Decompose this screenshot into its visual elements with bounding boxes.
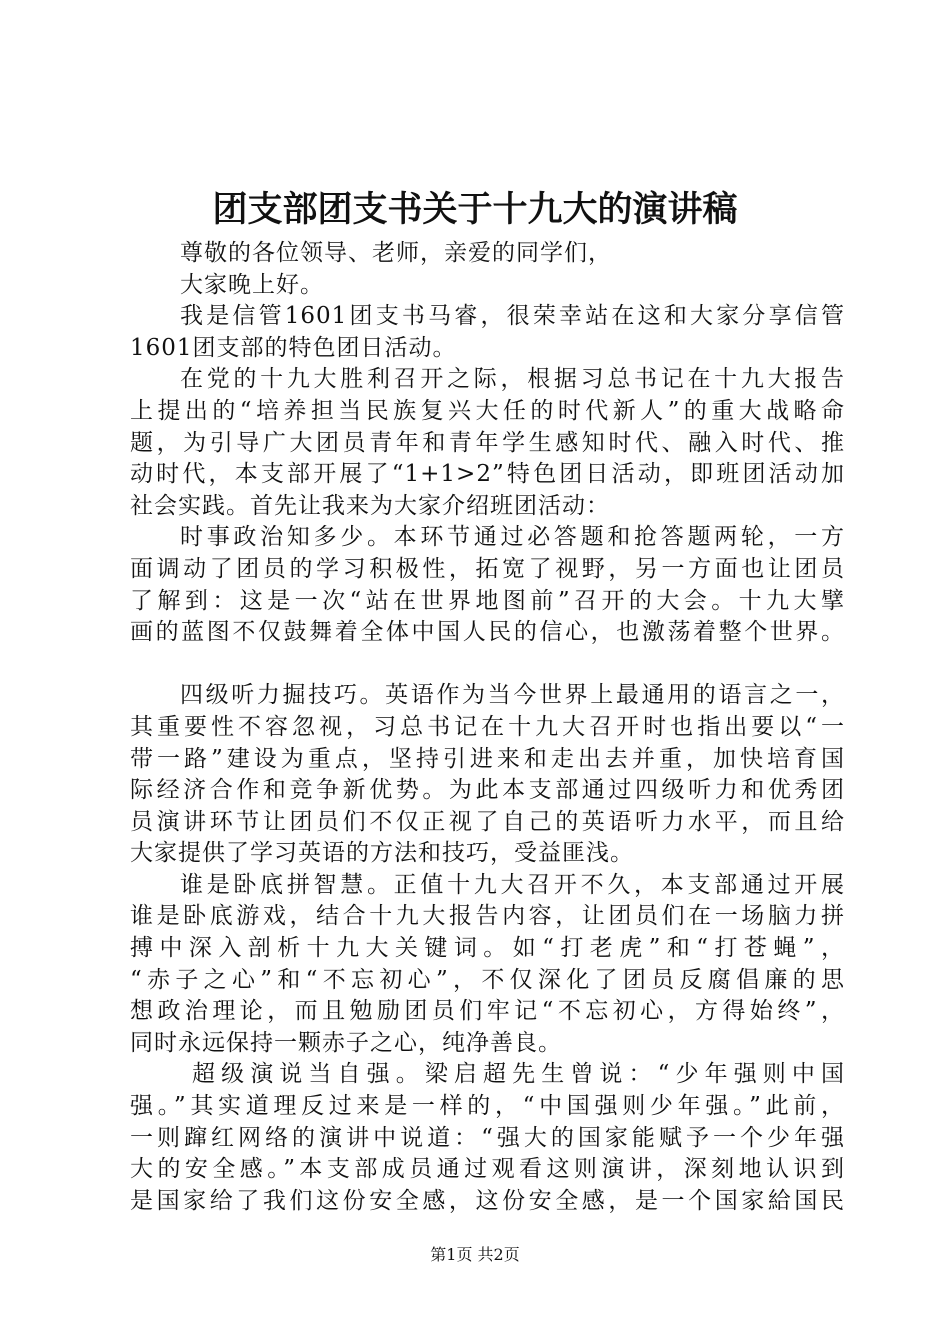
- text-line: 我是信管1601团支书马睿，很荣幸站在这和大家分享信管: [180, 303, 845, 330]
- text-line: 大家提供了学习英语的方法和技巧，受益匪浅。: [130, 840, 634, 867]
- text-line: 时事政治知多少。本环节通过必答题和抢答题两轮，一方: [180, 524, 845, 551]
- text-line: 谁是卧底游戏，结合十九大报告内容，让团员们在一场脑力拼: [130, 903, 845, 930]
- text-line: 面调动了团员的学习积极性，拓宽了视野，另一方面也让团员: [130, 555, 845, 582]
- text-line: 想政治理论，而且勉励团员们牢记“不忘初心，方得始终”，: [130, 998, 845, 1025]
- text-line: 一则蹿红网络的演讲中说道：“强大的国家能赋予一个少年强: [130, 1124, 845, 1151]
- text-line: 了解到：这是一次“站在世界地图前”召开的大会。十九大擘: [130, 587, 845, 614]
- text-line: 员演讲环节让团员们不仅正视了自己的英语听力水平，而且给: [130, 808, 845, 835]
- text-line: 大的安全感。”本支部成员通过观看这则演讲，深刻地认识到: [130, 1156, 845, 1183]
- text-line: 际经济合作和竞争新优势。为此本支部通过四级听力和优秀团: [130, 777, 845, 804]
- page-footer: 第1页 共2页: [430, 1245, 520, 1264]
- text-line: “赤子之心”和“不忘初心”，不仅深化了团员反腐倡廉的思: [130, 966, 845, 993]
- text-line: 题，为引导广大团员青年和青年学生感知时代、融入时代、推: [130, 429, 845, 456]
- text-line: 是国家给了我们这份安全感，这份安全感，是一个国家給国民: [130, 1187, 845, 1214]
- text-line: 超级演说当自强。梁启超先生曾说：“少年强则中国: [192, 1061, 845, 1088]
- text-line: 尊敬的各位领导、老师，亲爱的同学们，: [180, 240, 612, 266]
- text-line: 大家晚上好。: [180, 271, 324, 298]
- text-line: 上提出的“培养担当民族复兴大任的时代新人”的重大战略命: [130, 397, 845, 424]
- text-line: 四级听力掘技巧。英语作为当今世界上最通用的语言之一，: [180, 682, 845, 709]
- document-body: [130, 238, 845, 1217]
- text-line: 谁是卧底拼智慧。正值十九大召开不久，本支部通过开展: [180, 871, 845, 898]
- text-line: 在党的十九大胜利召开之际，根据习总书记在十九大报告: [180, 366, 845, 393]
- text-line: 搏中深入剖析十九大关键词。如“打老虎”和“打苍蝇”，: [130, 935, 845, 962]
- text-line: 1601团支部的特色团日活动。: [130, 334, 457, 361]
- text-line: 画的蓝图不仅鼓舞着全体中国人民的信心，也激荡着整个世界。: [130, 619, 845, 646]
- document-title: 团支部团支书关于十九大的演讲稿: [212, 189, 738, 230]
- text-line: 带一路”建设为重点，坚持引进来和走出去并重，加快培育国: [130, 745, 845, 772]
- paragraph-gap: [130, 649, 845, 681]
- text-line: 动时代，本支部开展了“1+1>2”特色团日活动，即班团活动加: [130, 461, 845, 488]
- text-line: 强。”其实道理反过来是一样的，“中国强则少年强。”此前，: [130, 1093, 845, 1120]
- text-line: 社会实践。首先让我来为大家介绍班团活动：: [130, 492, 610, 519]
- text-line: 其重要性不容忽视，习总书记在十九大召开时也指出要以“一: [130, 713, 845, 740]
- text-line: 同时永远保持一颗赤子之心，纯净善良。: [130, 1029, 562, 1056]
